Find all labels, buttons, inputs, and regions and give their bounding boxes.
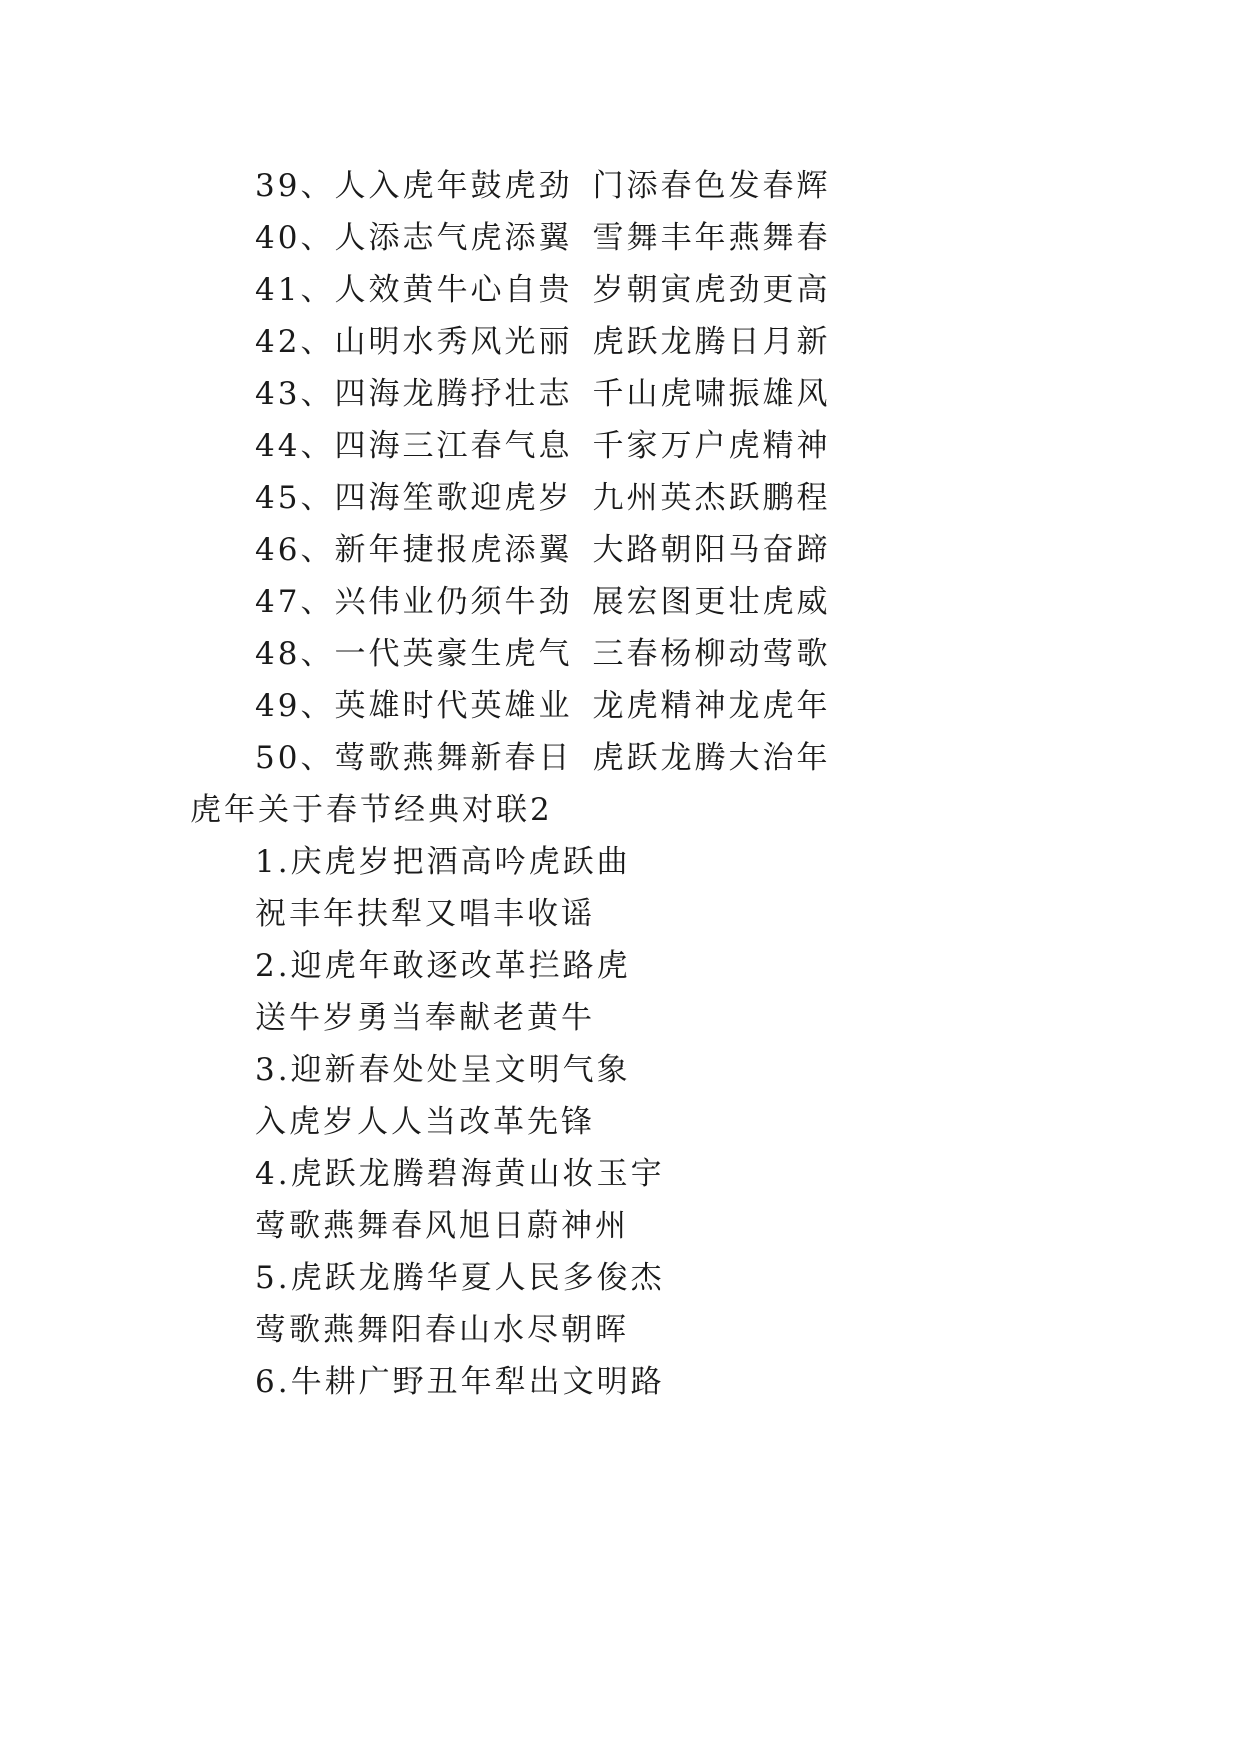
couplet-lower: 岁朝寅虎劲更高 — [592, 272, 831, 308]
couplet-lower: 千山虎啸振雄风 — [592, 376, 831, 412]
couplet-lower: 门添春色发春辉 — [592, 168, 831, 204]
couplet-number: 46 — [255, 532, 301, 568]
couplet-line: 50、莺歌燕舞新春日 虎跃龙腾大治年 — [255, 740, 831, 776]
couplet-line: 43、四海龙腾抒壮志 千山虎啸振雄风 — [255, 376, 831, 412]
couplet-part2-line: 祝丰年扶犁又唱丰收谣 — [255, 896, 595, 932]
couplet-number: 45 — [255, 480, 301, 516]
couplet-lower: 大路朝阳马奋蹄 — [592, 532, 831, 568]
couplet-upper: 四海笙歌迎虎岁 — [334, 480, 573, 516]
couplet-lower: 虎跃龙腾日月新 — [592, 324, 831, 360]
couplet-number: 39 — [255, 168, 301, 204]
couplet-lower: 雪舞丰年燕舞春 — [592, 220, 831, 256]
couplet-lower: 龙虎精神龙虎年 — [592, 688, 831, 724]
couplet-lower: 九州英杰跃鹏程 — [592, 480, 831, 516]
couplet-upper: 一代英豪生虎气 — [334, 636, 573, 672]
couplet-number: 42 — [255, 324, 301, 360]
couplet-part2-line: 莺歌燕舞阳春山水尽朝晖 — [255, 1312, 629, 1348]
couplet-part2-line: 5.虎跃龙腾华夏人民多俊杰 — [255, 1260, 665, 1296]
couplet-part2-line: 6.牛耕广野丑年犁出文明路 — [255, 1364, 665, 1400]
couplet-line: 44、四海三江春气息 千家万户虎精神 — [255, 428, 831, 464]
couplet-lower: 展宏图更壮虎威 — [592, 584, 831, 620]
couplet-upper: 兴伟业仍须牛劲 — [334, 584, 573, 620]
couplet-line: 46、新年捷报虎添翼 大路朝阳马奋蹄 — [255, 532, 831, 568]
couplet-part2-line: 送牛岁勇当奉献老黄牛 — [255, 1000, 595, 1036]
couplet-line: 42、山明水秀风光丽 虎跃龙腾日月新 — [255, 324, 831, 360]
couplet-upper: 莺歌燕舞新春日 — [334, 740, 573, 776]
couplet-upper: 英雄时代英雄业 — [334, 688, 573, 724]
couplet-number: 49 — [255, 688, 301, 724]
couplet-line: 48、一代英豪生虎气 三春杨柳动莺歌 — [255, 636, 831, 672]
couplet-line: 40、人添志气虎添翼 雪舞丰年燕舞春 — [255, 220, 831, 256]
couplet-upper: 新年捷报虎添翼 — [334, 532, 573, 568]
couplet-lower: 虎跃龙腾大治年 — [592, 740, 831, 776]
couplet-line: 39、人入虎年鼓虎劲 门添春色发春辉 — [255, 168, 831, 204]
couplet-number: 44 — [255, 428, 301, 464]
couplet-upper: 四海三江春气息 — [334, 428, 573, 464]
couplet-line: 49、英雄时代英雄业 龙虎精神龙虎年 — [255, 688, 831, 724]
couplet-number: 43 — [255, 376, 301, 412]
couplet-line: 41、人效黄牛心自贵 岁朝寅虎劲更高 — [255, 272, 831, 308]
couplet-line: 45、四海笙歌迎虎岁 九州英杰跃鹏程 — [255, 480, 831, 516]
couplet-part2-line: 4.虎跃龙腾碧海黄山妆玉宇 — [255, 1156, 665, 1192]
couplet-part2-line: 1.庆虎岁把酒高吟虎跃曲 — [255, 844, 631, 880]
couplet-upper: 人效黄牛心自贵 — [334, 272, 573, 308]
couplet-number: 48 — [255, 636, 301, 672]
couplet-upper: 山明水秀风光丽 — [334, 324, 573, 360]
couplet-number: 41 — [255, 272, 301, 308]
couplet-part2-line: 莺歌燕舞春风旭日蔚神州 — [255, 1208, 629, 1244]
couplet-part2-line: 入虎岁人人当改革先锋 — [255, 1104, 595, 1140]
couplet-number: 50 — [255, 740, 301, 776]
couplet-part2-line: 3.迎新春处处呈文明气象 — [255, 1052, 631, 1088]
couplet-number: 47 — [255, 584, 301, 620]
couplet-upper: 人入虎年鼓虎劲 — [334, 168, 573, 204]
couplet-upper: 人添志气虎添翼 — [334, 220, 573, 256]
couplet-number: 40 — [255, 220, 301, 256]
couplet-lower: 千家万户虎精神 — [592, 428, 831, 464]
couplet-part2-line: 2.迎虎年敢逐改革拦路虎 — [255, 948, 631, 984]
couplet-upper: 四海龙腾抒壮志 — [334, 376, 573, 412]
couplet-line: 47、兴伟业仍须牛劲 展宏图更壮虎威 — [255, 584, 831, 620]
section-heading: 虎年关于春节经典对联2 — [190, 792, 553, 828]
couplet-lower: 三春杨柳动莺歌 — [592, 636, 831, 672]
